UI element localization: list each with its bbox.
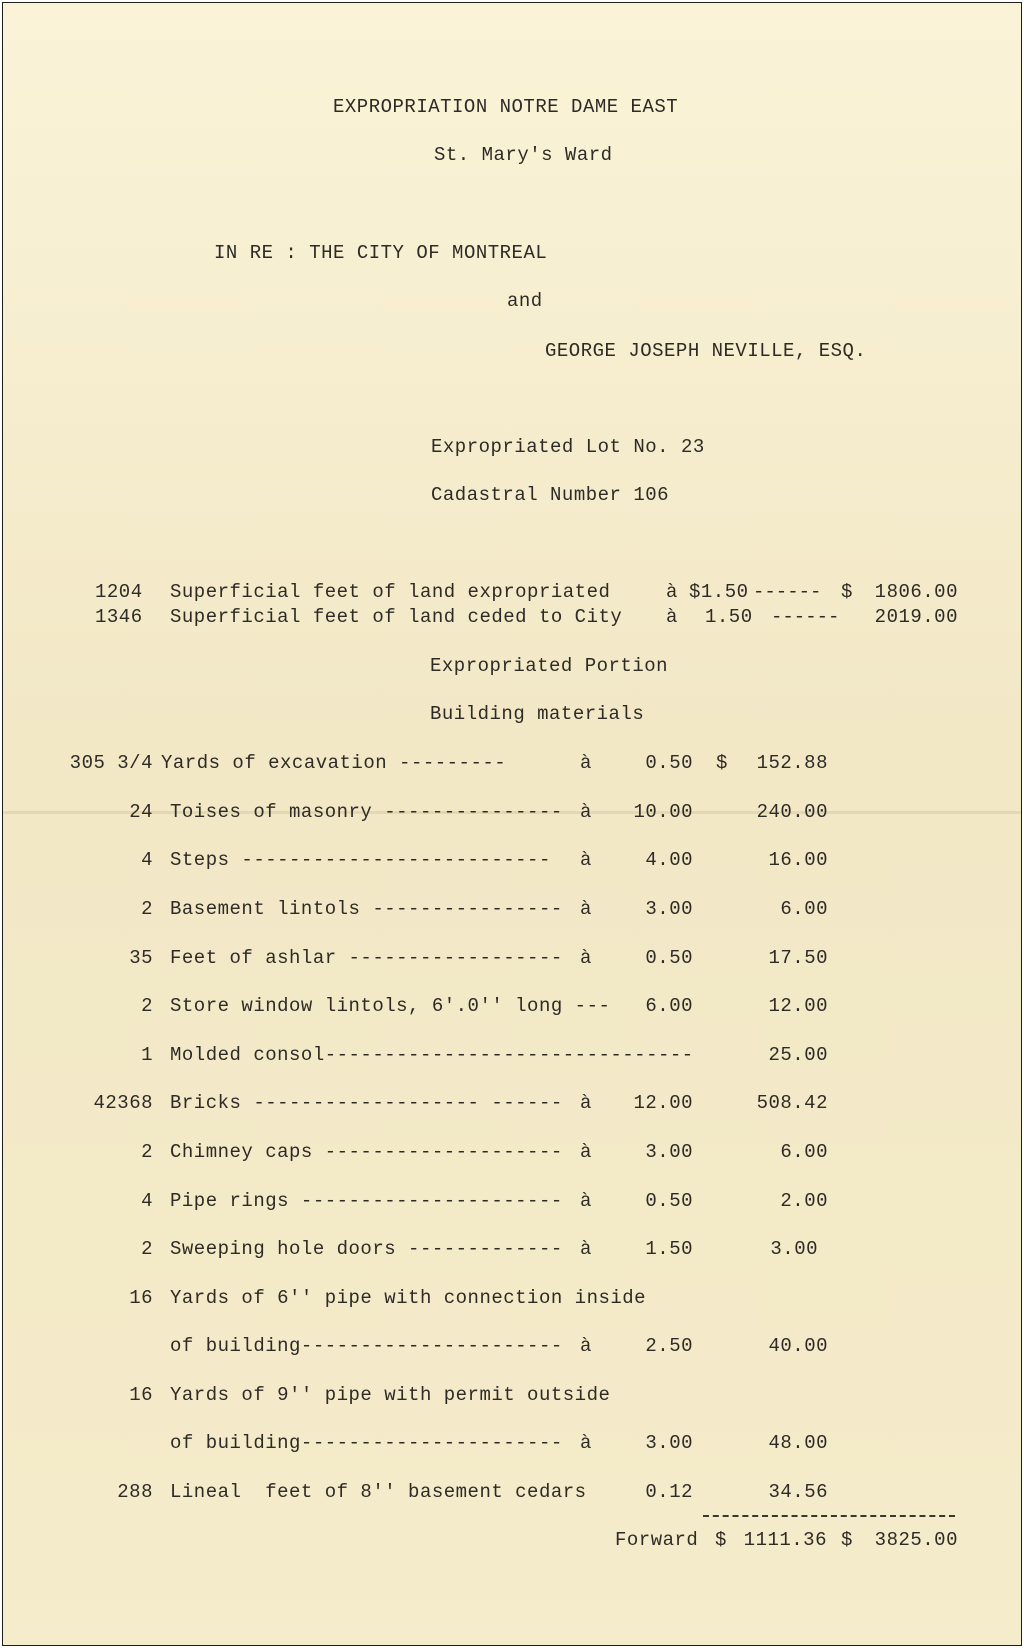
item-amount: 240.00	[756, 801, 828, 823]
and-line: and	[507, 290, 543, 312]
item-rate: 1.50	[645, 1238, 693, 1260]
land-dollar: $	[841, 581, 853, 603]
item-desc: Molded consol-------------------------------	[170, 1044, 694, 1066]
item-amount: 40.00	[768, 1335, 828, 1357]
item-desc: Toises of masonry ---------------	[170, 801, 563, 823]
item-desc: Bricks ------------------- ------	[170, 1092, 563, 1114]
item-amount: 16.00	[768, 849, 828, 871]
item-rate: 0.50	[645, 947, 693, 969]
land-leader-dashes: ------	[771, 606, 840, 628]
item-at: à	[580, 1432, 592, 1454]
item-amount: 34.56	[768, 1481, 828, 1503]
document-page	[2, 2, 1022, 1646]
item-amount: 6.00	[780, 1141, 828, 1163]
item-rate: 3.00	[645, 898, 693, 920]
item-rate: 0.50	[645, 752, 693, 774]
item-at: à	[580, 947, 592, 969]
item-at: à	[580, 898, 592, 920]
forward-dollar-1: $	[715, 1529, 727, 1551]
item-qty: 305 3/4	[69, 752, 153, 774]
land-desc: Superficial feet of land ceded to City	[170, 606, 623, 628]
item-qty: 1	[141, 1044, 153, 1066]
item-qty: 24	[129, 801, 153, 823]
item-rate: 0.12	[645, 1481, 693, 1503]
item-amount: 508.42	[756, 1092, 828, 1114]
item-at: à	[580, 1190, 592, 1212]
item-qty: 35	[129, 947, 153, 969]
cadastral-number: Cadastral Number 106	[431, 484, 670, 506]
lot-number: Expropriated Lot No. 23	[431, 436, 705, 458]
item-qty: 2	[141, 898, 153, 920]
item-desc: Chimney caps --------------------	[170, 1141, 563, 1163]
item-desc: Lineal feet of 8'' basement cedars	[170, 1481, 587, 1503]
item-qty: 2	[141, 1238, 153, 1260]
item-qty: 16	[129, 1287, 153, 1309]
item-at: à	[580, 1092, 592, 1114]
item-desc: Sweeping hole doors -------------	[170, 1238, 563, 1260]
land-amount: 1806.00	[874, 581, 958, 603]
item-desc: of building----------------------	[170, 1335, 563, 1357]
item-amount: 2.00	[780, 1190, 828, 1212]
item-rate: 10.00	[633, 801, 693, 823]
item-qty: 16	[129, 1384, 153, 1406]
item-qty: 2	[141, 995, 153, 1017]
item-amount: 152.88	[756, 752, 828, 774]
item-rate: 3.00	[645, 1432, 693, 1454]
item-desc: Store window lintols, 6'.0'' long ---	[170, 995, 611, 1017]
item-rate: 4.00	[645, 849, 693, 871]
forward-label: Forward	[615, 1529, 699, 1551]
item-desc: Yards of 9'' pipe with permit outside	[170, 1384, 611, 1406]
item-amount: 25.00	[768, 1044, 828, 1066]
forward-dollar-2: $	[841, 1529, 853, 1551]
item-at: à	[580, 801, 592, 823]
land-rate: 1.50	[705, 606, 753, 628]
item-amount: 48.00	[768, 1432, 828, 1454]
in-re-line: IN RE : THE CITY OF MONTREAL	[214, 242, 548, 264]
item-qty: 2	[141, 1141, 153, 1163]
item-at: à	[580, 1141, 592, 1163]
item-desc: Yards of 6'' pipe with connection inside	[170, 1287, 647, 1309]
item-rate: 2.50	[645, 1335, 693, 1357]
item-rate: 3.00	[645, 1141, 693, 1163]
section-expropriated-portion: Expropriated Portion	[430, 655, 669, 677]
item-rate: 6.00	[645, 995, 693, 1017]
section-building-materials: Building materials	[430, 703, 645, 725]
item-amount: 17.50	[768, 947, 828, 969]
forward-total-materials: 1111.36	[743, 1529, 827, 1551]
document-title: EXPROPRIATION NOTRE DAME EAST	[333, 96, 679, 118]
item-amount: 6.00	[780, 898, 828, 920]
item-at: à	[580, 752, 592, 774]
item-rate: 12.00	[633, 1092, 693, 1114]
item-dollar: $	[716, 752, 728, 774]
land-rate: $1.50	[689, 581, 749, 603]
item-desc: of building----------------------	[170, 1432, 563, 1454]
item-qty: 42368	[93, 1092, 153, 1114]
item-desc: Pipe rings ----------------------	[170, 1190, 563, 1212]
item-amount: 3.00	[770, 1238, 818, 1260]
item-amount: 12.00	[768, 995, 828, 1017]
land-qty: 1346	[95, 606, 143, 628]
forward-total-land: 3825.00	[874, 1529, 958, 1551]
item-qty: 288	[117, 1481, 153, 1503]
party-name: GEORGE JOSEPH NEVILLE, ESQ.	[545, 340, 867, 362]
item-qty: 4	[141, 849, 153, 871]
item-desc: Feet of ashlar ------------------	[170, 947, 563, 969]
land-amount: 2019.00	[874, 606, 958, 628]
land-at: à	[666, 581, 678, 603]
totals-rule	[703, 1515, 955, 1517]
item-desc: Yards of excavation ---------	[161, 752, 507, 774]
ward-name: St. Mary's Ward	[434, 144, 613, 166]
land-leader-dashes: ------	[753, 581, 822, 603]
item-desc: Basement lintols ----------------	[170, 898, 563, 920]
land-desc: Superficial feet of land expropriated	[170, 581, 611, 603]
item-qty: 4	[141, 1190, 153, 1212]
item-desc: Steps --------------------------	[170, 849, 551, 871]
item-at: à	[580, 849, 592, 871]
land-qty: 1204	[95, 581, 143, 603]
item-rate: 0.50	[645, 1190, 693, 1212]
item-at: à	[580, 1335, 592, 1357]
item-at: à	[580, 1238, 592, 1260]
land-at: à	[666, 606, 678, 628]
